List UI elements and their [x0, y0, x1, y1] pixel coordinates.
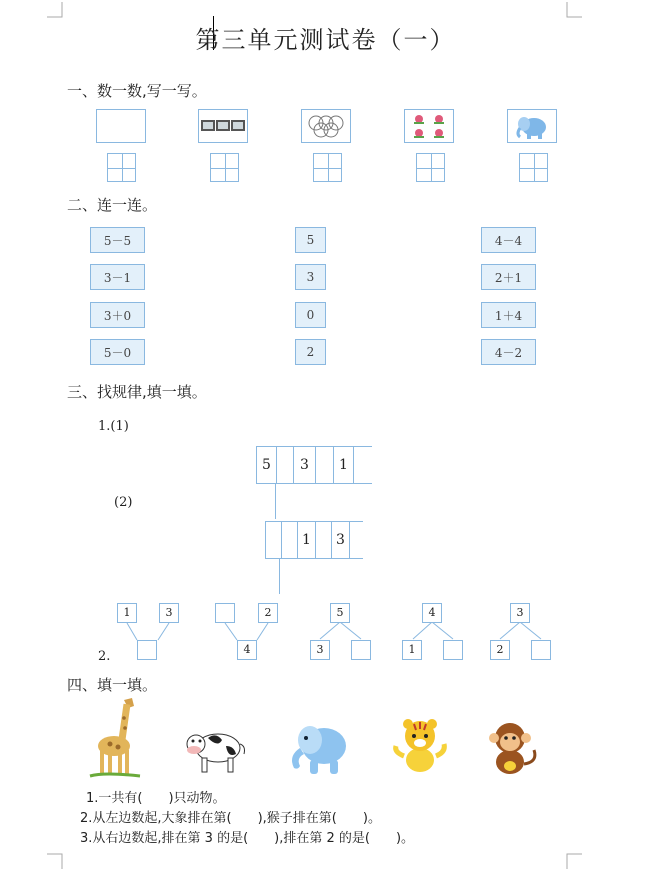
corner-mark	[47, 853, 63, 869]
fill-question: 3.从右边数起,排在第 3 的是( ),排在第 2 的是( )。	[80, 831, 415, 846]
picture-box-elephant	[507, 109, 557, 143]
corner-mark	[566, 2, 582, 18]
match-right-item[interactable]: 1＋4	[481, 302, 536, 328]
bond-box[interactable]: 1	[117, 603, 137, 623]
match-left-item[interactable]: 3＋0	[90, 302, 145, 328]
match-middle-item[interactable]: 3	[295, 264, 326, 290]
pattern-row-2	[265, 521, 363, 559]
pattern-row-1	[256, 446, 372, 484]
question-label: 1.(1)	[98, 419, 129, 434]
pattern-cell[interactable]: 3	[294, 447, 316, 483]
fill-question: 1.一共有( )只动物。	[86, 791, 226, 806]
picture-box-rings	[301, 109, 351, 143]
pattern-cell[interactable]: 1	[298, 522, 316, 558]
bond-box[interactable]: 5	[330, 603, 350, 623]
match-right-item[interactable]: 4－2	[481, 339, 536, 365]
bond-box[interactable]	[137, 640, 157, 660]
pattern-cell[interactable]	[266, 522, 282, 558]
bond-box[interactable]: 4	[237, 640, 257, 660]
pattern-cell[interactable]	[282, 522, 298, 558]
answer-grid[interactable]	[107, 153, 136, 182]
pattern-cell[interactable]	[257, 483, 276, 519]
match-left-item[interactable]: 5－5	[90, 227, 145, 253]
section4-heading: 四、填一填。	[67, 676, 158, 694]
corner-mark	[47, 2, 63, 18]
picture-box-empty	[96, 109, 146, 143]
match-right-item[interactable]: 4－4	[481, 227, 536, 253]
answer-grid[interactable]	[210, 153, 239, 182]
section2-heading: 二、连一连。	[67, 196, 158, 214]
pattern-cell[interactable]	[316, 522, 332, 558]
bond-box[interactable]: 3	[310, 640, 330, 660]
monkey-icon	[484, 716, 540, 778]
rings-icon	[302, 110, 350, 142]
bond-box[interactable]	[443, 640, 463, 660]
match-right-item[interactable]: 2＋1	[481, 264, 536, 290]
pattern-cell[interactable]: 1	[334, 447, 354, 483]
elephant-icon	[286, 718, 354, 780]
bond-box[interactable]: 4	[422, 603, 442, 623]
elephant-icon	[508, 110, 556, 142]
tv-icon	[199, 110, 247, 142]
picture-box-tvs	[198, 109, 248, 143]
pattern-cell[interactable]: 3	[332, 522, 350, 558]
fill-question: 2.从左边数起,大象排在第( ),猴子排在第( )。	[80, 811, 381, 826]
bond-box[interactable]	[351, 640, 371, 660]
answer-grid[interactable]	[519, 153, 548, 182]
match-left-item[interactable]: 3－1	[90, 264, 145, 290]
flower-icon	[405, 110, 453, 142]
page-title: 第三单元测试卷（一）	[195, 26, 456, 54]
question-label: 2.	[98, 649, 111, 664]
match-middle-item[interactable]: 2	[295, 339, 326, 365]
section1-heading: 一、数一数,写一写。	[67, 82, 207, 100]
match-middle-item[interactable]: 0	[295, 302, 326, 328]
answer-grid[interactable]	[416, 153, 445, 182]
picture-box-flowers	[404, 109, 454, 143]
pattern-cell[interactable]	[277, 447, 294, 483]
cow-icon	[182, 720, 248, 778]
giraffe-icon	[88, 694, 144, 780]
bond-box[interactable]: 1	[402, 640, 422, 660]
pattern-cell[interactable]	[266, 558, 280, 594]
bond-box[interactable]	[215, 603, 235, 623]
match-middle-item[interactable]: 5	[295, 227, 326, 253]
bond-box[interactable]	[531, 640, 551, 660]
pattern-cell[interactable]: 5	[257, 447, 277, 483]
pattern-cell[interactable]	[316, 447, 334, 483]
bond-box[interactable]: 2	[258, 603, 278, 623]
answer-grid[interactable]	[313, 153, 342, 182]
tiger-icon	[392, 716, 450, 778]
corner-mark	[566, 853, 582, 869]
question-label: (2)	[114, 495, 133, 510]
bond-box[interactable]: 3	[159, 603, 179, 623]
bond-box[interactable]: 2	[490, 640, 510, 660]
match-left-item[interactable]: 5－0	[90, 339, 145, 365]
section3-heading: 三、找规律,填一填。	[67, 383, 207, 401]
bond-box[interactable]: 3	[510, 603, 530, 623]
